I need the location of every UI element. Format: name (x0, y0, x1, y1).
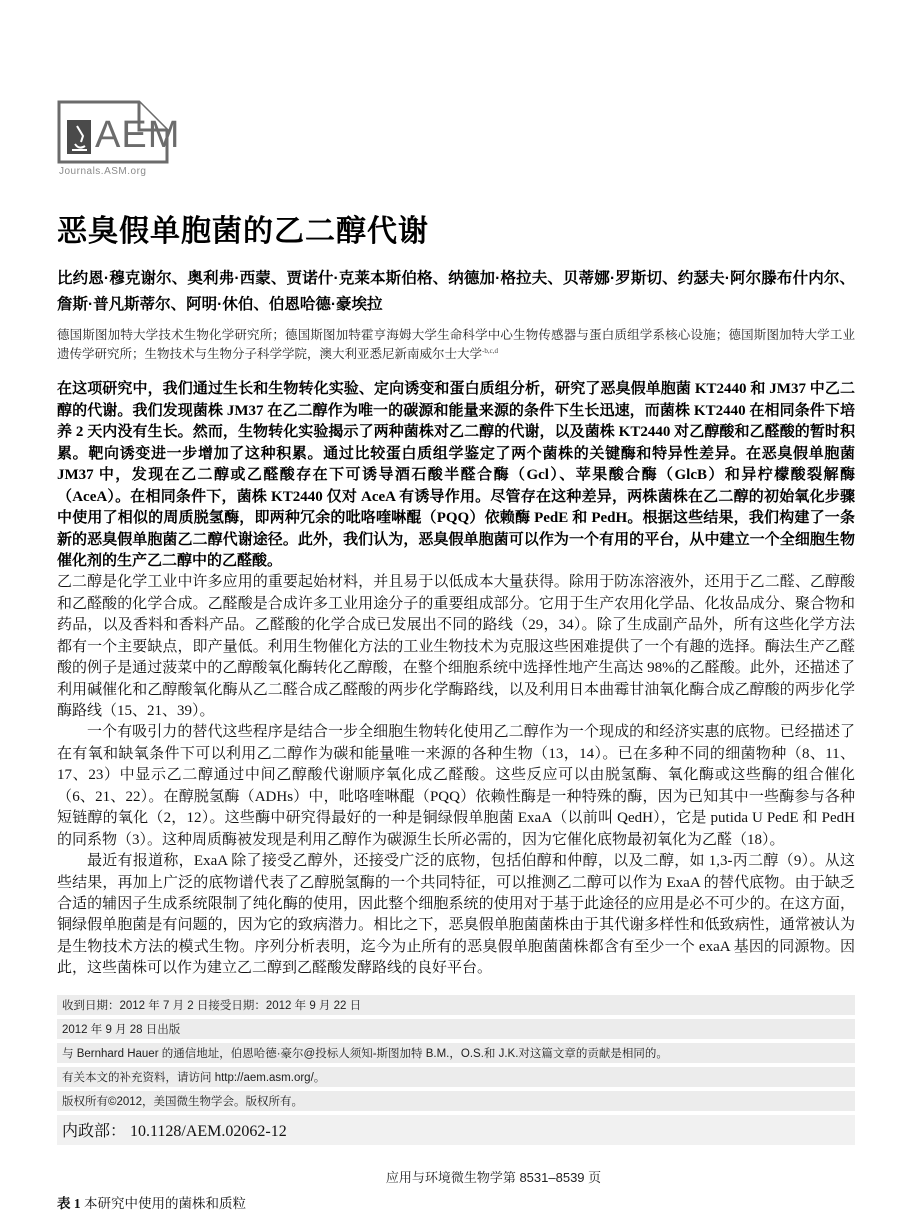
page-title: 恶臭假单胞菌的乙二醇代谢 (57, 215, 429, 248)
body-paragraph: 一个有吸引力的替代这些程序是结合一步全细胞生物转化使用乙二醇作为一个现成的和经济实惠的底物。已经描述了在有氧和缺氧条件下可以利用乙二醇作为碳和能量唯一来源的各种生物（13，14）。已在多种不同的细菌物种（8、11、17、23）中显示乙二醇通过中间乙醇酸代谢顺序氧化成乙醛酸。这些反应可以由脱氢酶、氧化酶或这些酶的组合催化（6、21、22）。在醇脱氢酶（ADHs）中，吡咯喹啉醌（PQQ）依赖性酶是一种特殊的酶，因为已知其中一些酶参与各种短链醇的氧化（2，12）。这些酶中研究得最好的一种是铜绿假单胞菌 ExaA（以前叫 QedH），它是 putida U PedE 和 PedH 的同系物（3）。这种周质酶被发现是利用乙醇作为碳源生长所必需的，因为它催化底物最初氧化为乙醛（18）。 (57, 724, 855, 848)
affiliations (57, 326, 855, 365)
author-list: 比约恩·穆克谢尔、奥利弗·西蒙、贾诺什·克莱本斯伯格、纳德加·格拉夫、贝蒂娜·罗斯切、约瑟夫·阿尔滕布什内尔、詹斯·普凡斯蒂尔、阿明·休伯、伯恩哈德·豪埃拉 (57, 270, 855, 314)
correspondence-note: 与 Bernhard Hauer 的通信地址，伯恩哈德·豪尔@投标人须知-斯图加特 B.M.，O.S.和 J.K.对这篇文章的贡献是相同的。 (57, 1043, 855, 1063)
publication-info-block (57, 995, 855, 1145)
body-paragraph: 最近有报道称，ExaA 除了接受乙醇外，还接受广泛的底物，包括伯醇和仲醇，以及二醇，如 1,3-丙二醇（9）。从这些结果，再加上广泛的底物谱代表了乙醇脱氢酶的一个共同特征，可以推测乙二醇可以作为 ExaA 的替代底物。由于缺乏合适的辅因子生成系统限制了纯化酶的使用，因此整个细胞系统的使用对于基于此途径的应用是必不可少的。在这方面，铜绿假单胞菌是有问题的，因为它的致病潜力。相比之下，恶臭假单胞菌菌株由于其代谢多样性和低致病性，通常被认为是生物技术方法的模式生物。序列分析表明，迄今为止所有的恶臭假单胞菌菌株都含有至少一个 exaA 基因的同源物。因此，这些菌株可以作为建立乙二醇到乙醛酸发酵路线的良好平台。 (57, 853, 855, 977)
journal-page-range: 应用与环境微生物学第 8531–8539 页 (385, 1169, 602, 1185)
doi-line: 内政部： 10.1128/AEM.02062-12 (57, 1115, 855, 1145)
copyright-note: 版权所有©2012，美国微生物学会。版权所有。 (57, 1091, 855, 1111)
body-paragraph: 乙二醇是化学工业中许多应用的重要起始材料，并且易于以低成本大量获得。除用于防冻溶液外，还用于乙二醛、乙醇酸和乙醛酸的化学合成。乙醛酸是合成许多工业用途分子的重要组成部分。它用于生产农用化学品、化妆品成分、聚合物和药品，以及香料和香料产品。乙醛酸的化学合成已发展出不同的路线（29，34）。除了生成副产品外，所有这些化学方法都有一个主要缺点，即产量低。利用生物催化方法的工业生物技术为克服这些困难提供了一个有趣的选择。酶法生产乙醛酸的例子是通过菠菜中的乙醇酸氧化酶转化乙醇酸，在整个细胞系统中选择性地产生高达 98%的乙醛酸。此外，还描述了利用碱催化和乙醇酸氧化酶从乙二醛合成乙醛酸的两步化学酶路线，以及利用日本曲霉甘油氧化酶合成乙醇酸的两步化学酶路线（15、21、39）。 (57, 574, 855, 719)
abstract: 在这项研究中，我们通过生长和生物转化实验、定向诱变和蛋白质组分析，研究了恶臭假单胞菌 KT2440 和 JM37 中乙二醇的代谢。我们发现菌株 JM37 在乙二醇作为唯一的碳源和能量来源的条件下生长迅速，而菌株 KT2440 在相同条件下培养 2 天内没有生长。然而，生物转化实验揭示了两种菌株对乙二醇的代谢，以及菌株 KT2440 对乙醇酸和乙醛酸的暂时积累。靶向诱变进一步增加了这种积累。通过比较蛋白质组学鉴定了两个菌株的关键酶和特异性差异。在恶臭假单胞菌 JM37 中，发现在乙二醇或乙醛酸存在下可诱导酒石酸半醛合酶（Gcl）、苹果酸合酶（GlcB）和异柠檬酸裂解酶（AceA）。在相同条件下，菌株 KT2440 仅对 AceA 有诱导作用。尽管存在这种差异，两株菌株在乙二醇的初始氧化步骤中使用了相似的周质脱氢酶，即两种冗余的吡咯喹啉醌（PQQ）依赖酶 PedE 和 PedH。根据这些结果，我们构建了一条新的恶臭假单胞菌乙二醇代谢途径。此外，我们认为，恶臭假单胞菌可以作为一个有用的平台，从中建立一个全细胞生物催化剂的生产乙二醇中的乙醛酸。 (57, 381, 855, 569)
table-caption-label: 表 1 (57, 1195, 81, 1211)
aem-logo (57, 100, 277, 186)
article-body (57, 572, 855, 979)
supplemental-material-note: 有关本文的补充资料，请访问 http://aem.asm.org/。 (57, 1067, 855, 1087)
affiliations-text: 德国斯图加特大学技术生物化学研究所；德国斯图加特霍亨海姆大学生命科学中心生物传感器与蛋白质组学系核心设施；德国斯图加特大学工业遗传学研究所；生物技术与生物分子科学学院，澳大利亚悉尼新南威尔士大学 (57, 327, 855, 362)
aem-logo-caption: Journals.ASM.org (59, 166, 147, 177)
aem-logo-text: AEM (95, 114, 181, 156)
published-date: 2012 年 9 月 28 日出版 (57, 1019, 855, 1039)
microscope-icon (67, 120, 91, 154)
table-caption-text: 本研究中使用的菌株和质粒 (80, 1195, 246, 1211)
received-accepted-dates: 收到日期：2012 年 7 月 2 日接受日期：2012 年 9 月 22 日 (57, 995, 855, 1015)
table-caption (57, 1192, 855, 1212)
affiliation-superscript: -b,c,d (482, 346, 498, 355)
